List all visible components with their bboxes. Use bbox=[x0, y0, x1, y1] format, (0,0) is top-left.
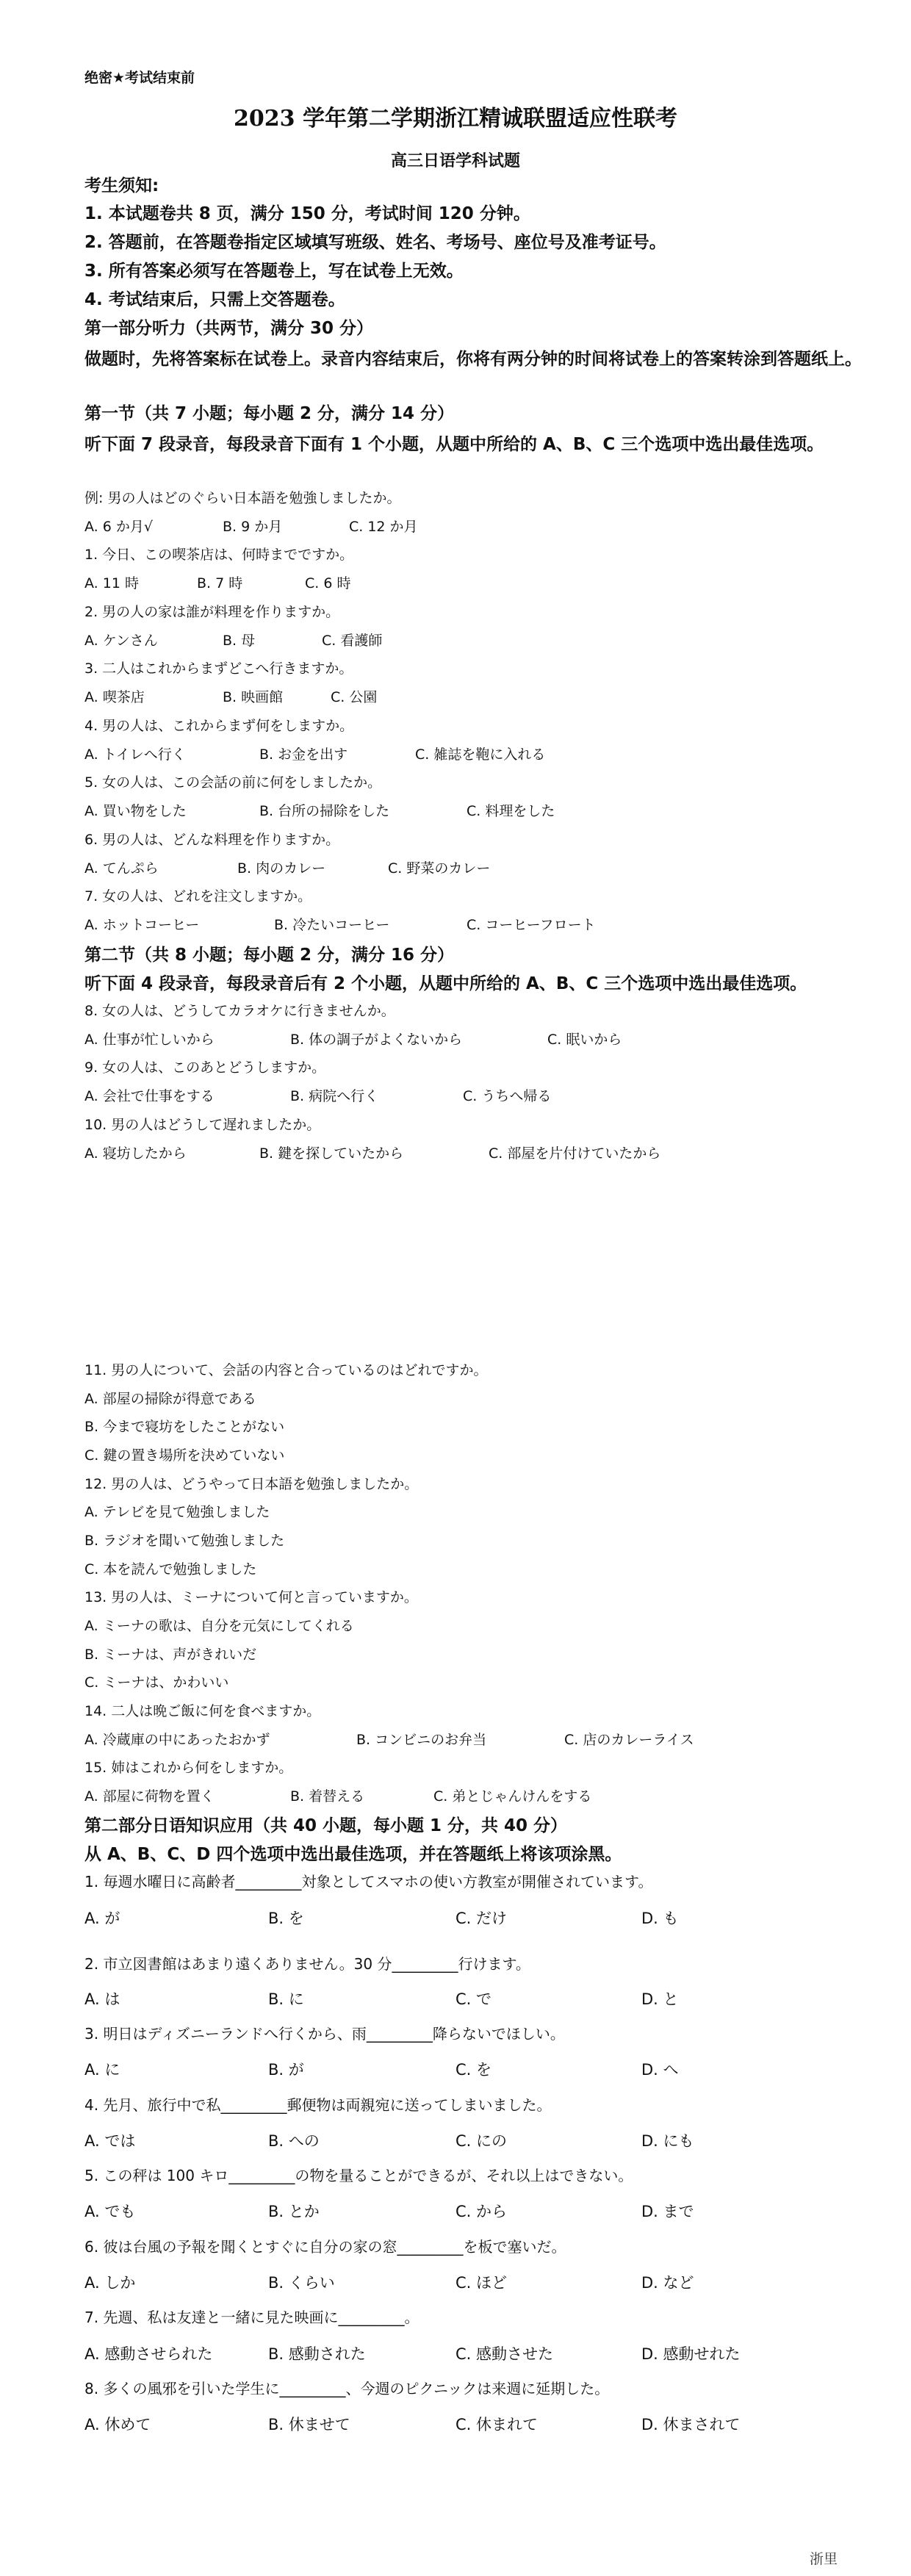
option-b: B. が bbox=[268, 2061, 304, 2079]
question: 1. 毎週水曜日に高齢者_________対象としてスマホの使い方教室が開催されています。 bbox=[84, 1873, 653, 1890]
option-d: D. 休まされて bbox=[641, 2416, 741, 2433]
option-b: B. お金を出す bbox=[259, 746, 348, 763]
option-b: B. 今まで寝坊をしたことがない bbox=[84, 1419, 285, 1435]
option-a: A. 冷蔵庫の中にあったおかず bbox=[84, 1732, 270, 1748]
option-b: B. 冷たいコーヒー bbox=[274, 917, 390, 933]
option-c: C. ほど bbox=[455, 2274, 508, 2292]
option-c: C. だけ bbox=[455, 1910, 508, 1927]
instructions-heading: 考生须知: bbox=[84, 176, 159, 195]
question: 4. 男の人は、これからまず何をしますか。 bbox=[84, 718, 354, 734]
option-a: A. 買い物をした bbox=[84, 803, 187, 819]
option-b: B. 着替える bbox=[290, 1788, 365, 1805]
option-d: D. まで bbox=[641, 2203, 694, 2220]
option-b: B. 肉のカレー bbox=[237, 860, 326, 877]
option-a: A. 会社で仕事をする bbox=[84, 1088, 215, 1104]
option-b: B. を bbox=[268, 1910, 304, 1927]
option-c: C. 公園 bbox=[331, 689, 378, 705]
question: 15. 姉はこれから何をしますか。 bbox=[84, 1760, 293, 1776]
option-b: B. 母 bbox=[223, 633, 256, 649]
option-c: C. 雑誌を鞄に入れる bbox=[415, 746, 546, 763]
option-a: A. しか bbox=[84, 2274, 136, 2292]
option-a: A. トイレへ行く bbox=[84, 746, 186, 763]
question: 9. 女の人は、このあとどうしますか。 bbox=[84, 1059, 326, 1076]
option-a: A. 感動させられた bbox=[84, 2345, 213, 2363]
option-c: C. コーヒーフロート bbox=[467, 917, 596, 933]
question: 3. 明日はディズニーランドへ行くから、雨_________降らないでほしい。 bbox=[84, 2025, 565, 2043]
option-b: B. 9 か月 bbox=[223, 519, 283, 535]
question: 13. 男の人は、ミーナについて何と言っていますか。 bbox=[84, 1589, 418, 1605]
option-c: C. 鍵の置き場所を決めていない bbox=[84, 1447, 285, 1464]
question: 12. 男の人は、どうやって日本語を勉強しましたか。 bbox=[84, 1476, 419, 1492]
option-b: B. に bbox=[268, 1990, 304, 2008]
option-d: D. 感動せれた bbox=[641, 2345, 741, 2363]
question: 7. 女の人は、どれを注文しますか。 bbox=[84, 888, 312, 904]
option-c: C. 部屋を片付けていたから bbox=[489, 1145, 661, 1162]
instruction-item: 3. 所有答案必须写在答题卷上，写在试卷上无效。 bbox=[84, 262, 464, 281]
option-b: B. 台所の掃除をした bbox=[259, 803, 390, 819]
option-c: C. うちへ帰る bbox=[463, 1088, 552, 1104]
option-a: A. てんぷら bbox=[84, 860, 159, 877]
instruction-item: 1. 本试题卷共 8 页，满分 150 分，考试时间 120 分钟。 bbox=[84, 204, 530, 223]
option-c: C. にの bbox=[455, 2132, 508, 2150]
option-b: B. 休ませて bbox=[268, 2416, 350, 2433]
option-b: B. ミーナは、声がきれいだ bbox=[84, 1647, 257, 1663]
option-a: A. 11 時 bbox=[84, 575, 139, 591]
question: 2. 男の人の家は誰が料理を作りますか。 bbox=[84, 604, 340, 620]
option-b: B. 映画館 bbox=[223, 689, 284, 705]
option-a: A. でも bbox=[84, 2203, 136, 2220]
option-b: B. ラジオを聞いて勉強しました bbox=[84, 1533, 285, 1549]
option-c: C. 休まれて bbox=[455, 2416, 539, 2433]
exam-subtitle: 高三日语学科试题 bbox=[390, 151, 520, 170]
option-d: D. など bbox=[641, 2274, 694, 2292]
question: 7. 先週、私は友達と一緒に見た映画に_________。 bbox=[84, 2309, 420, 2326]
option-a: A. 部屋に荷物を置く bbox=[84, 1788, 215, 1805]
option-b: B. への bbox=[268, 2132, 320, 2150]
example-question: 例: 男の人はどのぐらい日本語を勉強しましたか。 bbox=[84, 490, 401, 506]
option-a: A. ミーナの歌は、自分を元気にしてくれる bbox=[84, 1618, 354, 1634]
question: 11. 男の人について、会話の内容と合っているのはどれですか。 bbox=[84, 1362, 488, 1378]
option-c: C. で bbox=[455, 1990, 492, 2008]
question: 5. 女の人は、この会話の前に何をしましたか。 bbox=[84, 774, 382, 791]
option-c: C. から bbox=[455, 2203, 508, 2220]
option-a: A. 喫茶店 bbox=[84, 689, 145, 705]
option-c: C. 料理をした bbox=[467, 803, 555, 819]
question: 14. 二人は晩ご飯に何を食べますか。 bbox=[84, 1703, 321, 1719]
option-a: A. 部屋の掃除が得意である bbox=[84, 1391, 256, 1407]
option-c: C. 6 時 bbox=[305, 575, 351, 591]
section1-heading: 第一节（共 7 小题；每小题 2 分，满分 14 分） bbox=[84, 404, 455, 423]
question: 3. 二人はこれからまずどこへ行きますか。 bbox=[84, 661, 353, 677]
section2-heading: 第二节（共 8 小题；每小题 2 分，满分 16 分） bbox=[84, 946, 455, 965]
question: 5. この秤は 100 キロ_________の物を量ることができるが、それ以上はできない。 bbox=[84, 2167, 633, 2184]
footer-mark: 浙里 bbox=[809, 2551, 838, 2567]
question: 1. 今日、この喫茶店は、何時までですか。 bbox=[84, 547, 354, 563]
option-b: B. くらい bbox=[268, 2274, 335, 2292]
question: 8. 多くの風邪を引いた学生に_________、今週のピクニックは来週に延期した。 bbox=[84, 2380, 610, 2397]
option-a: A. テレビを見て勉強しました bbox=[84, 1504, 270, 1520]
option-a: A. ホットコーヒー bbox=[84, 917, 200, 933]
option-b: B. 7 時 bbox=[197, 575, 243, 591]
option-a: A. 休めて bbox=[84, 2416, 151, 2433]
option-b: B. 感動された bbox=[268, 2345, 366, 2363]
option-d: D. と bbox=[641, 1990, 679, 2008]
question: 4. 先月、旅行中で私_________郵便物は両親宛に送ってしまいました。 bbox=[84, 2096, 552, 2114]
option-b: B. 病院へ行く bbox=[290, 1088, 379, 1104]
question: 6. 彼は台風の予報を聞くとすぐに自分の家の窓_________を板で塞いだ。 bbox=[84, 2238, 566, 2256]
instruction-item: 2. 答题前，在答题卷指定区域填写班级、姓名、考场号、座位号及准考证号。 bbox=[84, 233, 666, 252]
option-c: C. 弟とじゃんけんをする bbox=[433, 1788, 592, 1805]
option-c: C. を bbox=[455, 2061, 492, 2079]
part2-instruction: 从 A、B、C、D 四个选项中选出最佳选项，并在答题纸上将该项涂黑。 bbox=[84, 1845, 622, 1864]
option-c: C. 看護師 bbox=[322, 633, 383, 649]
option-a: A. 寝坊したから bbox=[84, 1145, 187, 1162]
option-a: A. 仕事が忙しいから bbox=[84, 1032, 215, 1048]
option-d: D. も bbox=[641, 1910, 679, 1927]
question: 6. 男の人は、どんな料理を作りますか。 bbox=[84, 832, 340, 848]
option-d: D. へ bbox=[641, 2061, 679, 2079]
option-c: C. 本を読んで勉強しました bbox=[84, 1561, 257, 1577]
option-b: B. 体の調子がよくないから bbox=[290, 1032, 463, 1048]
option-c: C. 店のカレーライス bbox=[564, 1732, 694, 1748]
option-c: C. 12 か月 bbox=[349, 519, 418, 535]
exam-title: 2023 学年第二学期浙江精诚联盟适应性联考 bbox=[234, 106, 677, 132]
option-c: C. 野菜のカレー bbox=[388, 860, 491, 877]
section2-instruction: 听下面 4 段录音，每段录音后有 2 个小题，从题中所给的 A、B、C 三个选项中选出最佳选项。 bbox=[84, 974, 807, 993]
option-a: A. では bbox=[84, 2132, 136, 2150]
question: 2. 市立図書館はあまり遠くありません。30 分_________行けます。 bbox=[84, 1955, 530, 1973]
option-a: A. は bbox=[84, 1990, 120, 2008]
question: 8. 女の人は、どうしてカラオケに行きませんか。 bbox=[84, 1003, 395, 1019]
option-a: A. 6 か月√ bbox=[84, 519, 153, 535]
option-c: C. ミーナは、かわいい bbox=[84, 1674, 229, 1691]
question: 10. 男の人はどうして遅れましたか。 bbox=[84, 1117, 321, 1133]
option-a: A. に bbox=[84, 2061, 120, 2079]
part1-heading: 第一部分听力（共两节，满分 30 分） bbox=[84, 319, 374, 338]
option-a: A. ケンさん bbox=[84, 633, 158, 649]
part1-note: 做题时，先将答案标在试卷上。录音内容结束后，你将有两分钟的时间将试卷上的答案转涂到答题纸上。 bbox=[84, 350, 862, 369]
option-b: B. とか bbox=[268, 2203, 320, 2220]
option-d: D. にも bbox=[641, 2132, 694, 2150]
section1-instruction: 听下面 7 段录音，每段录音下面有 1 个小题，从题中所给的 A、B、C 三个选项中选出最佳选项。 bbox=[84, 435, 824, 454]
secret-label: 绝密★考试结束前 bbox=[84, 70, 195, 86]
instruction-item: 4. 考试结束后，只需上交答题卷。 bbox=[84, 290, 345, 309]
option-b: B. 鍵を探していたから bbox=[259, 1145, 404, 1162]
option-a: A. が bbox=[84, 1910, 120, 1927]
option-c: C. 眠いから bbox=[547, 1032, 622, 1048]
part2-heading: 第二部分日语知识应用（共 40 小题，每小题 1 分，共 40 分） bbox=[84, 1816, 568, 1835]
option-b: B. コンビニのお弁当 bbox=[356, 1732, 487, 1748]
option-c: C. 感動させた bbox=[455, 2345, 554, 2363]
